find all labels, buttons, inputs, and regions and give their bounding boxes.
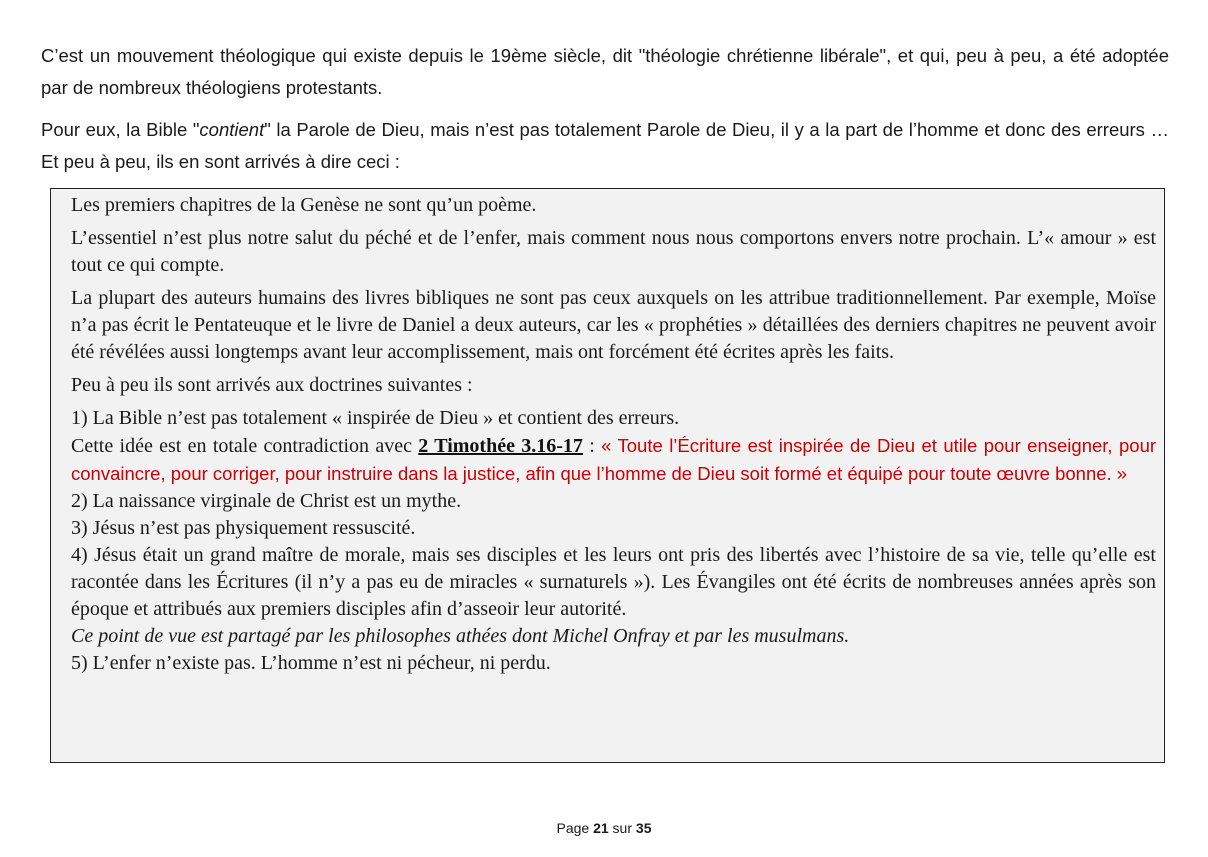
intro-p2-italic: contient <box>199 119 265 140</box>
bible-reference: 2 Timothée 3.16-17 <box>418 435 583 457</box>
doctrine-item-4: 4) Jésus était un grand maître de morale, mais ses disciples et les leurs ont pris des libertés avec l’histoire de sa vie, telle qu’elle est racontée dans les Écritures (il n’y a pas eu de miracles « surnaturels »). Les Évangiles ont été écrits de nombreuses années après son époque et attribués aux premiers disciples afin d’asseoir leur autorité. <box>71 544 1156 620</box>
contradiction-text: Cette idée est en totale contradiction avec <box>71 435 419 457</box>
intro-paragraph-2 <box>41 114 1169 178</box>
total-pages: 35 <box>635 820 652 836</box>
bible-quote: « Toute l’Écriture est inspirée de Dieu et utile pour enseigner, pour convaincre, pour corriger, pour instruire dans la justice, afin que l’homme de Dieu soit formé et équipé pour toute œuvre bonne. » <box>71 435 1157 484</box>
page-sur: sur <box>608 820 636 836</box>
intro-paragraph-1: C’est un mouvement théologique qui existe depuis le 19ème siècle, dit "théologie chrétienne libérale", et qui, peu à peu, a été adoptée par de nombreux théologiens protestants. <box>41 45 1169 98</box>
italic-note: Ce point de vue est partagé par les philosophes athées dont Michel Onfray et par les musulmans. <box>71 625 850 647</box>
contradiction-paragraph <box>71 432 1156 488</box>
intro-p2-after: " la Parole de Dieu, mais n’est pas totalement Parole de Dieu, il y a la part de l’homme et donc des erreurs … Et peu à peu, ils en sont arrivés à dire ceci : <box>41 119 1169 172</box>
intro-p2-before: Pour eux, la Bible " <box>41 119 200 140</box>
page-number: 21 <box>593 820 609 836</box>
box-line-genesis: Les premiers chapitres de la Genèse ne sont qu’un poème. <box>71 194 537 216</box>
doctrine-item-3: 3) Jésus n’est pas physiquement ressuscité. <box>71 517 416 539</box>
box-line-doctrines: Peu à peu ils sont arrivés aux doctrines suivantes : <box>71 374 473 396</box>
reference-colon: : <box>582 435 602 457</box>
doctrine-item-5: 5) L’enfer n’existe pas. L’homme n’est ni pécheur, ni perdu. <box>71 652 551 674</box>
page-label: Page <box>556 820 594 836</box>
doctrine-item-1: 1) La Bible n’est pas totalement « inspirée de Dieu » et contient des erreurs. <box>71 407 680 429</box>
box-line-authors: La plupart des auteurs humains des livres bibliques ne sont pas ceux auxquels on les attribue traditionnellement. Par exemple, Moïse n’a pas écrit le Pentateuque et le livre de Daniel a deux auteurs, car les « prophéties » détaillées des derniers chapitres ne peuvent avoir été révélées aussi longtemps avant leur accomplissement, mais ont forcément été écrites après les faits. <box>71 287 1156 363</box>
box-line-essential: L’essentiel n’est plus notre salut du péché et de l’enfer, mais comment nous nous comportons envers notre prochain. L’« amour » est tout ce qui compte. <box>71 227 1156 276</box>
doctrine-item-2: 2) La naissance virginale de Christ est un mythe. <box>71 490 462 512</box>
page-footer <box>0 820 1208 836</box>
quote-box <box>50 188 1165 763</box>
